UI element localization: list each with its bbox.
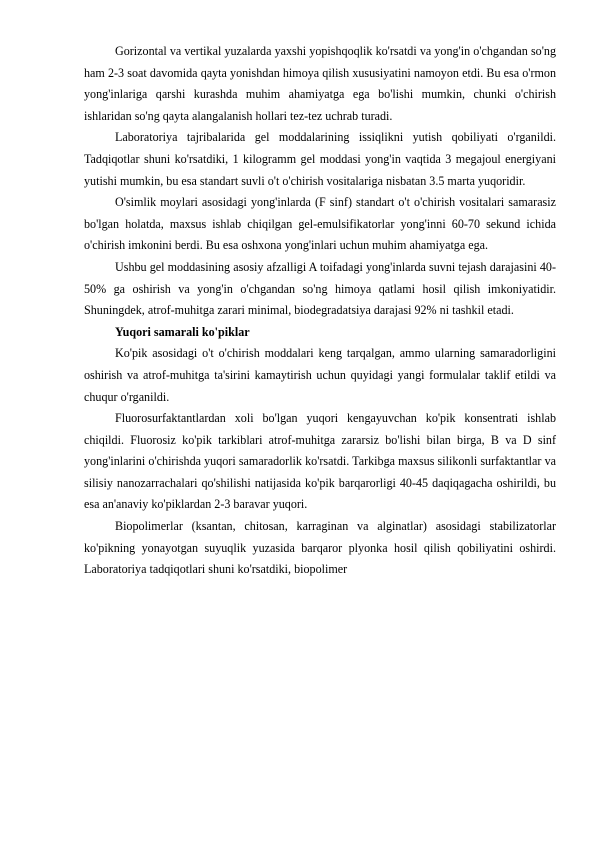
document-page [84, 41, 556, 581]
paragraph-1: Gorizontal va vertikal yuzalarda yaxshi yopishqoqlik ko'rsatdi va yong'in o'chgandan so'ng ham 2-3 soat davomida qayta yonishdan himoya qilish xususiyatini namoyon etdi. Bu esa o'rmon yong'inlariga qarshi kurashda muhim ahamiyatga ega bo'lishi mumkin, chunki o'chirish ishlaridan so'ng qayta alangalanish hollari tez-tez uchrab turadi. [84, 44, 556, 123]
paragraph-7: Biopolimerlar (ksantan, chitosan, karraginan va alginatlar) asosidagi stabilizatorlar ko'pikning yonayotgan suyuqlik yuzasida barqaror plyonka hosil qilish qobiliyatini oshirdi. Laboratoriya tadqiqotlari shuni ko'rsatdiki, biopolimer [84, 519, 556, 577]
paragraph-2: Laboratoriya tajribalarida gel moddalarining issiqlikni yutish qobiliyati o'rganildi. Tadqiqotlar shuni ko'rsatdiki, 1 kilogramm gel moddasi yong'in vaqtida 3 megajoul energiyani yutishi mumkin, bu esa standart suvli o't o'chirish vositalariga nisbatan 3.5 marta yuqoridir. [84, 130, 556, 188]
paragraph-4: Ushbu gel moddasining asosiy afzalligi A toifadagi yong'inlarda suvni tejash darajasini 40-50% ga oshirish va yong'in o'chgandan so'ng himoya qatlami hosil qilish imkoniyatidir. Shuningdek, atrof-muhitga zarari minimal, biodegradatsiya darajasi 92% ni tashkil etadi. [84, 259, 556, 318]
section-heading: Yuqori samarali ko'piklar [115, 324, 250, 339]
paragraph-3: O'simlik moylari asosidagi yong'inlarda (F sinf) standart o't o'chirish vositalari samarasiz bo'lgan holatda, maxsus ishlab chiqilgan gel-emulsifikatorlar yong'inni 60-70 sekund ichida o'chirish imkonini berdi. Bu esa oshxona yong'inlari uchun muhim ahamiyatga ega. [84, 195, 556, 253]
paragraph-6: Fluorosurfaktantlardan xoli bo'lgan yuqori kengayuvchan ko'pik konsentrati ishlab chiqildi. Fluorosiz ko'pik tarkiblari atrof-muhitga zararsiz bo'lishi bilan birga, B va D sinf yong'inlarini o'chirishda yuqori samaradorlik ko'rsatdi. Tarkibga maxsus silikonli surfaktantlar va silisiy nanozarrachalari qo'shilishi natijasida ko'pik barqarorligi 40-45 daqiqagacha oshirildi, bu esa an'anaviy ko'piklardan 2-3 baravar yuqori. [84, 411, 556, 512]
paragraph-5: Ko'pik asosidagi o't o'chirish moddalari keng tarqalgan, ammo ularning samaradorligini oshirish va atrof-muhitga ta'sirini kamaytirish uchun quyidagi yangi formulalar taklif etildi va chuqur o'rganildi. [84, 346, 556, 404]
